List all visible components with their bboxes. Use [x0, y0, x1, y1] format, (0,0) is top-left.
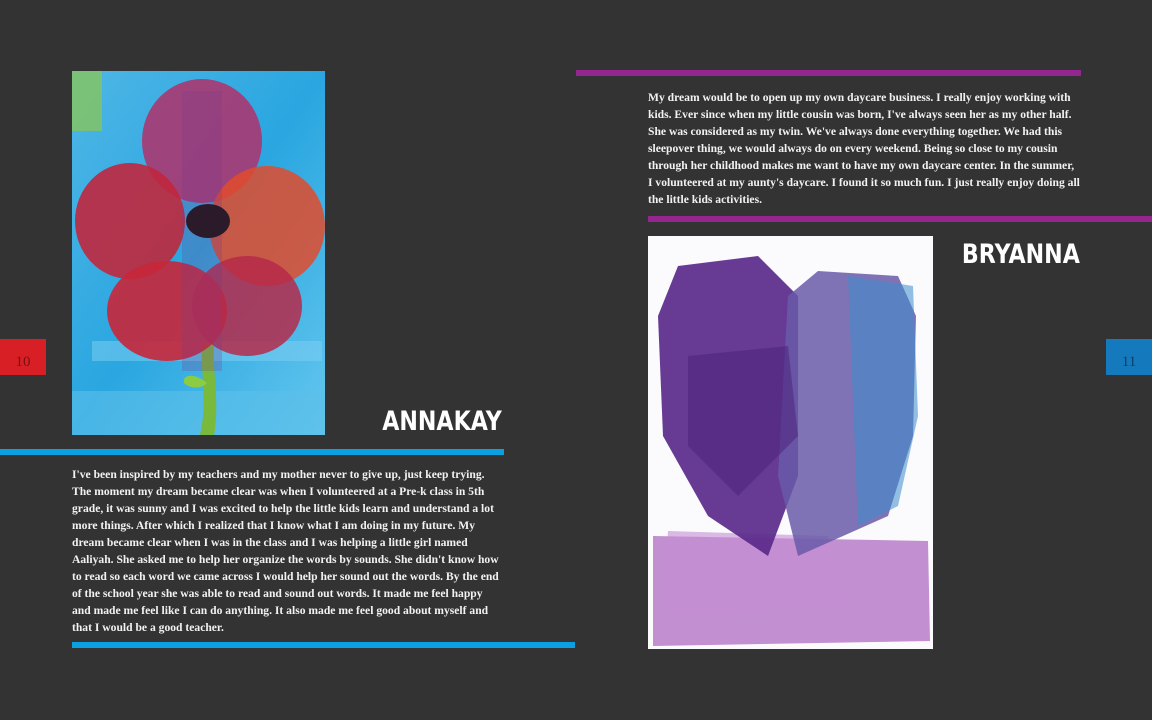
right-student-name: BRYANNA — [962, 239, 1080, 270]
left-page-artwork — [72, 71, 325, 435]
right-page-number: 11 — [1121, 354, 1137, 370]
right-page-number-tab — [1106, 339, 1152, 375]
heart-collage-image — [648, 236, 933, 649]
left-name-underline — [0, 449, 504, 455]
right-top-rule — [576, 70, 1081, 76]
right-page-artwork — [648, 236, 933, 649]
left-story-underline — [72, 642, 575, 648]
right-story-underline — [648, 216, 1152, 222]
left-story-text: I've been inspired by my teachers and my mother never to give up, just keep trying. The moment my dream became clear was when I volunteered at a Pre-k class in 5th grade, it was sunny and I was excited to help the little kids learn and understand a lot more things. After which I realized that I know what I am doing in my future. My dream became clear when I was in the class and I was helping a little girl named Aaliyah. She asked me to help her organize the words by sounds. She didn't know how to read so each word we came across I would help her sound out the words. By the end of the school year she was able to read and sound out words. It made me feel happy and made me feel like I can do anything. It also made me feel good about myself and that I would be a good teacher. — [72, 468, 499, 634]
right-story-text: My dream would be to open up my own daycare business. I really enjoy working with kids. Ever since when my little cousin was born, I've always seen her as my other half. She was considered as my twin. We've always done everything together. We had this sleepover thing, we would always do on every weekend. Being so close to my cousin through her childhood makes me want to have my own daycare center. In the summer, I volunteered at my aunty's daycare. I found it so much fun. I just really enjoy doing all the little kids activities. — [648, 91, 1080, 206]
flower-collage-image — [72, 71, 325, 435]
left-student-name: ANNAKAY — [382, 406, 502, 437]
left-page-number: 10 — [15, 354, 31, 370]
left-page-number-tab — [0, 339, 46, 375]
